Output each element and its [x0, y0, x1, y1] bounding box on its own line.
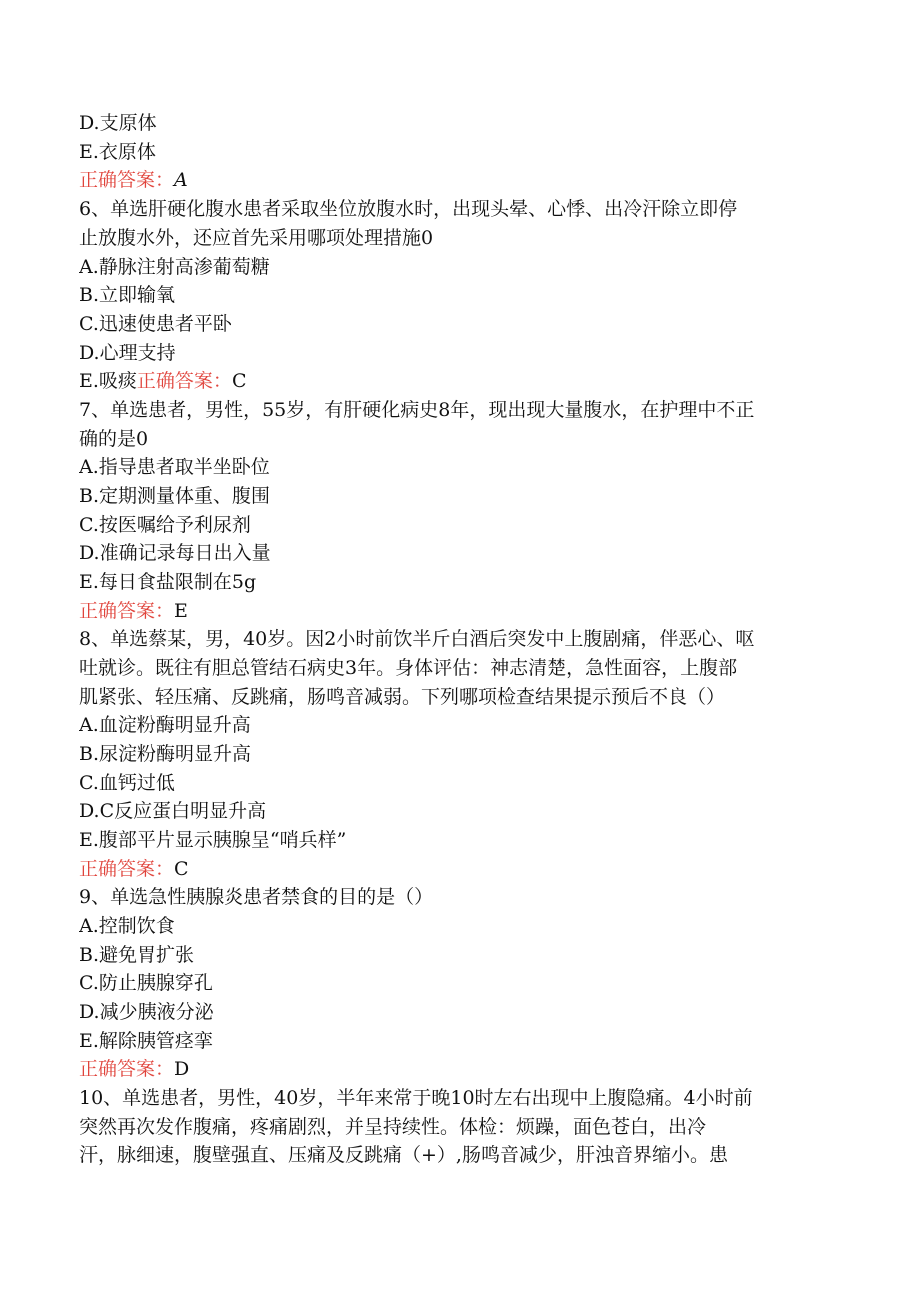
q8-option-a: A.血淀粉酶明显升高 [79, 714, 251, 736]
q9-option-d: D.减少胰液分泌 [79, 1001, 214, 1023]
q7-option-d: D.准确记录每日出入量 [79, 542, 271, 564]
q5-answer-line [79, 166, 839, 195]
q8-option-c: C.血钙过低 [79, 772, 175, 794]
q6-stem-line-1: 6、单选肝硬化腹水患者采取坐位放腹水时，出现头晕、心悸、出冷汗除立即停 [79, 198, 738, 220]
q6-option-d: D.心理支持 [79, 342, 176, 364]
q9-answer-label: 正确答案： [79, 1058, 175, 1080]
q8-option-b: B.尿淀粉酶明显升高 [79, 743, 252, 765]
q7-stem-line-1: 7、单选患者，男性，55岁，有肝硬化病史8年，现出现大量腹水，在护理中不正 [79, 399, 755, 421]
q9-answer-line [79, 1055, 839, 1084]
q7-option-e: E.每日食盐限制在5g [79, 571, 257, 593]
q5-option-e: E.衣原体 [79, 141, 156, 163]
q8-option-d: D.C反应蛋白明显升高 [79, 800, 267, 822]
q6-answer-value: C [231, 370, 247, 392]
q7-stem-line-2: 确的是0 [79, 428, 149, 450]
q6-option-c: C.迅速使患者平卧 [79, 313, 232, 335]
q8-answer-label: 正确答案： [79, 858, 175, 880]
q9-option-b: B.避免胃扩张 [79, 944, 195, 966]
q9-option-e: E.解除胰管痉挛 [79, 1030, 213, 1052]
q7-answer-line [79, 597, 839, 626]
q8-stem-line-1: 8、单选蔡某，男，40岁。因2小时前饮半斤白酒后突发中上腹剧痛，伴恶心、呕 [79, 628, 755, 650]
q7-answer-value: E [174, 600, 188, 622]
q7-answer-label: 正确答案： [79, 600, 175, 622]
q9-option-c: C.防止胰腺穿孔 [79, 972, 213, 994]
q8-answer-value: C [174, 858, 189, 880]
q10-stem-line-2: 突然再次发作腹痛，疼痛剧烈，并呈持续性。体检：烦躁，面色苍白，出冷 [79, 1116, 707, 1138]
q10-stem-line-3: 汗，脉细速，腹壁强直、压痛及反跳痛（+）,肠鸣音减少，肝浊音界缩小。患 [79, 1144, 728, 1166]
q8-answer-line [79, 855, 839, 884]
q9-option-a: A.控制饮食 [79, 915, 175, 937]
q10-stem-line-1: 10、单选患者，男性，40岁，半年来常于晚10时左右出现中上腹隐痛。4小时前 [79, 1087, 753, 1109]
q5-answer-value: A [174, 169, 188, 191]
q5-option-d: D.支原体 [79, 112, 157, 134]
q6-option-b: B.立即输氧 [79, 284, 176, 306]
q7-option-b: B.定期测量体重、腹围 [79, 485, 271, 507]
q9-stem-line-1: 9、单选急性胰腺炎患者禁食的目的是（） [79, 886, 434, 908]
q6-option-a: A.静脉注射高渗葡萄糖 [79, 256, 270, 278]
q8-stem-line-2: 吐就诊。既往有胆总管结石病史3年。身体评估：神志清楚，急性面容，上腹部 [79, 657, 738, 679]
q8-stem-line-3: 肌紧张、轻压痛、反跳痛，肠鸣音减弱。下列哪项检查结果提示预后不良（） [79, 686, 726, 708]
q9-answer-value: D [174, 1058, 190, 1080]
q7-option-a: A.指导患者取半坐卧位 [79, 456, 270, 478]
q7-option-c: C.按医嘱给予利尿剂 [79, 514, 251, 536]
q5-answer-label: 正确答案： [79, 169, 175, 191]
q8-option-e: E.腹部平片显示胰腺呈“哨兵样” [79, 829, 347, 851]
q6-option-e-answer-line [79, 367, 839, 396]
q6-option-e: E.吸痰 [79, 370, 137, 392]
q6-answer-label: 正确答案： [136, 370, 232, 392]
q6-stem-line-2: 止放腹水外，还应首先采用哪项处理措施0 [79, 227, 434, 249]
